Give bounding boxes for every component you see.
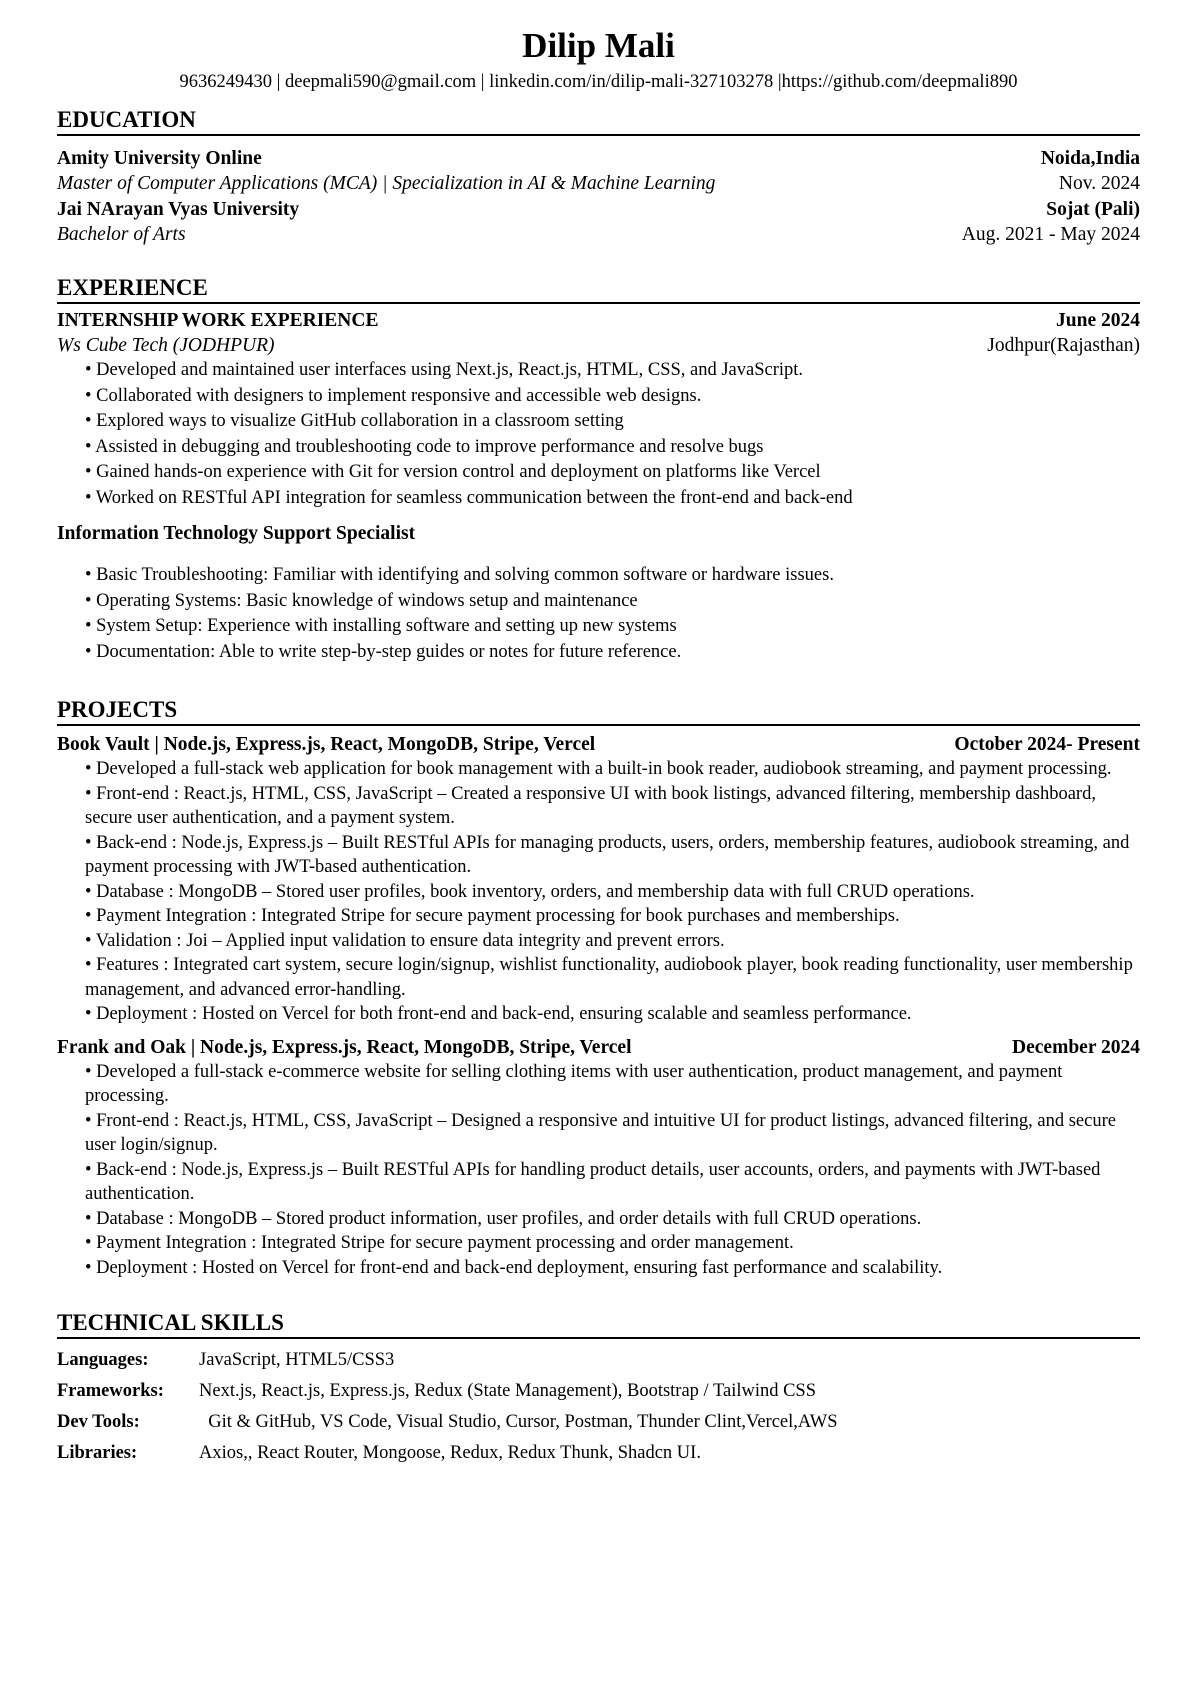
education-location: Sojat (Pali) — [1046, 199, 1140, 220]
bullet-item: • Back-end : Node.js, Express.js – Built RESTful APIs for handling product details, user accounts, orders, and payments with JWT-based authentication. — [85, 1159, 1101, 1204]
section-title-education: EDUCATION — [57, 107, 1140, 136]
project-bullets — [57, 757, 1140, 1027]
bullet-item: • Worked on RESTful API integration for seamless communication between the front-end and back-end — [85, 487, 853, 508]
education-date: Nov. 2024 — [1058, 173, 1140, 194]
resume-page — [57, 20, 1140, 1469]
education-school: Jai NArayan Vyas University — [57, 199, 300, 220]
bullet-item: • Documentation: Able to write step-by-step guides or notes for future reference. — [85, 641, 682, 662]
job-company: Ws Cube Tech (JODHPUR) — [57, 335, 275, 356]
education-item — [57, 197, 1140, 247]
skill-label: Dev Tools: — [57, 1412, 140, 1432]
bullet-item: • Front-end : React.js, HTML, CSS, JavaScript – Created a responsive UI with book listings, advanced filtering, membership dashboard, secure user authentication, and a payment system. — [85, 783, 1096, 828]
job-bullets — [57, 563, 1140, 665]
project-date: October 2024- Present — [954, 734, 1140, 755]
skill-row — [57, 1376, 1140, 1407]
project-title: Frank and Oak | Node.js, Express.js, React, MongoDB, Stripe, Vercel — [57, 1036, 632, 1058]
bullet-item: • Deployment : Hosted on Vercel for both front-end and back-end, ensuring scalable and seamless performance. — [85, 1004, 912, 1024]
skill-label: Libraries: — [57, 1443, 138, 1463]
bullet-item: • Developed a full-stack web application for book management with a built-in book reader, audiobook streaming, and payment processing. — [85, 759, 1112, 779]
section-title-projects: PROJECTS — [57, 697, 1140, 726]
education-date: Aug. 2021 - May 2024 — [961, 224, 1140, 245]
project-date: December 2024 — [1012, 1036, 1140, 1058]
bullet-item: • Gained hands-on experience with Git for version control and deployment on platforms like Vercel — [85, 462, 821, 482]
skill-value: Git & GitHub, VS Code, Visual Studio, Cursor, Postman, Thunder Clint,Vercel,AWS — [199, 1412, 838, 1432]
skill-row — [57, 1407, 1140, 1438]
bullet-item: • Back-end : Node.js, Express.js – Built RESTful APIs for managing products, users, orders, membership features, audiobook streaming, and payment processing with JWT-based authentication. — [85, 832, 1130, 877]
skill-value: JavaScript, HTML5/CSS3 — [199, 1350, 395, 1370]
bullet-item: • Developed a full-stack e-commerce website for selling clothing items with user authentication, product management, and payment processing. — [85, 1061, 1063, 1106]
candidate-name: Dilip Mali — [522, 26, 675, 65]
skill-value: Axios,, React Router, Mongoose, Redux, Redux Thunk, Shadcn UI. — [199, 1443, 701, 1463]
project-bullets — [57, 1060, 1140, 1281]
bullet-item: • Developed and maintained user interfaces using Next.js, React.js, HTML, CSS, and JavaScript. — [85, 360, 804, 380]
job-title: INTERNSHIP WORK EXPERIENCE — [57, 310, 379, 331]
skill-row — [57, 1345, 1140, 1376]
education-school: Amity University Online — [57, 148, 262, 169]
job-location: Jodhpur(Rajasthan) — [987, 335, 1140, 356]
skills-table — [57, 1345, 1140, 1469]
bullet-item: • Deployment : Hosted on Vercel for front-end and back-end deployment, ensuring fast performance and scalability. — [85, 1257, 943, 1278]
experience-item — [57, 521, 1140, 665]
education-location: Noida,India — [1040, 148, 1140, 169]
skills-section — [57, 1310, 1140, 1469]
job-date: June 2024 — [1056, 310, 1140, 331]
bullet-item: • Database : MongoDB – Stored product information, user profiles, and order details with full CRUD operations. — [85, 1208, 922, 1229]
education-degree: Master of Computer Applications (MCA) | Specialization in AI & Machine Learning — [57, 173, 716, 194]
bullet-item: • Database : MongoDB – Stored user profiles, book inventory, orders, and membership data with full CRUD operations. — [85, 881, 975, 902]
section-title-skills: TECHNICAL SKILLS — [57, 1310, 1140, 1339]
bullet-item: • Basic Troubleshooting: Familiar with identifying and solving common software or hardware issues. — [85, 565, 834, 585]
education-section — [57, 107, 1140, 247]
skill-value: Next.js, React.js, Express.js, Redux (State Management), Bootstrap / Tailwind CSS — [199, 1381, 817, 1401]
experience-section — [57, 275, 1140, 665]
skill-label: Languages: — [57, 1350, 149, 1370]
bullet-item: • Features : Integrated cart system, secure login/signup, wishlist functionality, audiobook player, book reading functionality, user membership management, and advanced error-handling. — [85, 955, 1133, 1000]
bullet-item: • Operating Systems: Basic knowledge of windows setup and maintenance — [85, 590, 638, 611]
skill-label: Frameworks: — [57, 1381, 164, 1401]
projects-section — [57, 697, 1140, 1280]
bullet-item: • Payment Integration : Integrated Stripe for secure payment processing and order management. — [85, 1233, 794, 1253]
contact-line: 9636249430 | deepmali590@gmail.com | linkedin.com/in/dilip-mali-327103278 |https://github.com/deepmali890 — [179, 72, 1018, 92]
bullet-item: • System Setup: Experience with installing software and setting up new systems — [85, 616, 677, 636]
bullet-item: • Assisted in debugging and troubleshooting code to improve performance and resolve bugs — [85, 436, 764, 457]
bullet-item: • Front-end : React.js, HTML, CSS, JavaScript – Designed a responsive and intuitive UI for product listings, advanced filtering, and secure user login/signup. — [85, 1110, 1116, 1155]
experience-item — [57, 308, 1140, 511]
project-title: Book Vault | Node.js, Express.js, React, MongoDB, Stripe, Vercel — [57, 734, 596, 755]
section-title-experience: EXPERIENCE — [57, 275, 1140, 304]
bullet-item: • Payment Integration : Integrated Stripe for secure payment processing for book purchases and memberships. — [85, 906, 900, 926]
skill-row — [57, 1438, 1140, 1469]
education-item — [57, 146, 1140, 196]
job-bullets — [57, 358, 1140, 511]
bullet-item: • Collaborated with designers to implement responsive and accessible web designs. — [85, 385, 702, 406]
project-item — [57, 732, 1140, 1027]
bullet-item: • Explored ways to visualize GitHub collaboration in a classroom setting — [85, 411, 624, 431]
project-item — [57, 1035, 1140, 1281]
education-degree: Bachelor of Arts — [57, 224, 186, 245]
bullet-item: • Validation : Joi – Applied input validation to ensure data integrity and prevent errors. — [85, 930, 725, 951]
job-title: Information Technology Support Specialist — [57, 523, 416, 544]
